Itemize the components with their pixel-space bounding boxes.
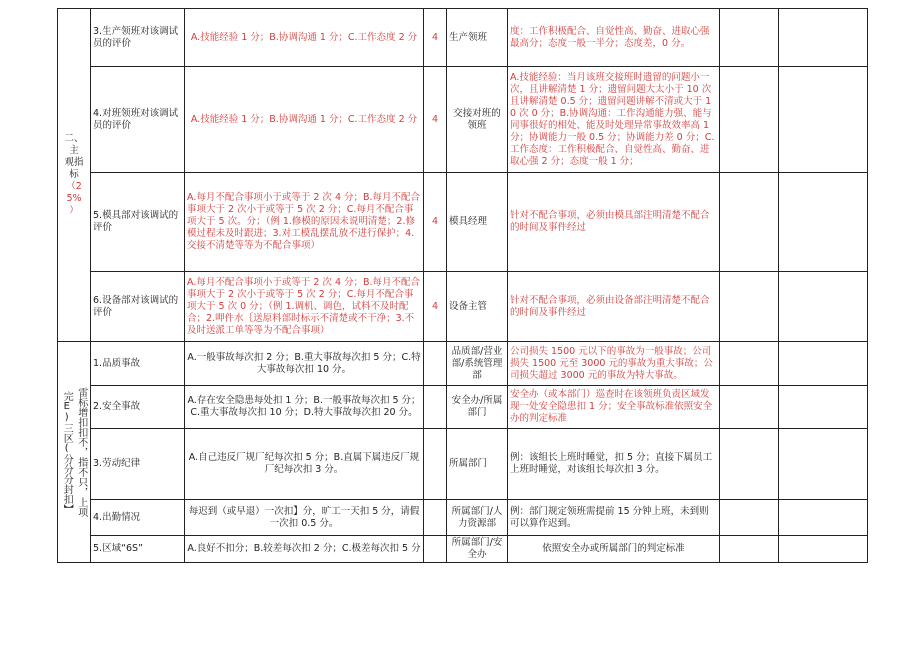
blank-cell bbox=[720, 173, 779, 272]
table-row bbox=[58, 9, 868, 67]
assessment-table bbox=[57, 8, 868, 563]
criteria-cell: A.一般事故每次扣 2 分；B.重大事故每次扣 5 分；C.特大事故每次扣 10 分。 bbox=[185, 342, 424, 386]
evaluator-cell: 设备主管 bbox=[447, 272, 508, 342]
table-row bbox=[58, 429, 868, 500]
item-cell: 4.出勤情况 bbox=[91, 500, 185, 536]
evaluator-cell: 所属部门/人力资源部 bbox=[447, 500, 508, 536]
blank-cell bbox=[720, 342, 779, 386]
blank-cell bbox=[720, 536, 779, 563]
score-cell: 4 bbox=[424, 272, 447, 342]
evaluator-cell: 品质部/营业部/系统管理部 bbox=[447, 342, 508, 386]
criteria-cell: A.每月不配合事项小于或等于 2 次 4 分；B.每月不配合事项大于 2 次小于或等于 5 次 2 分；C.每月不配合事项大于 5 次。分；（例 1.修模的原因未说明清楚；2.修模过程未及时跟进；3.对工模乱摆乱放不进行保护；4.交接不清楚等等为不配合事项） bbox=[185, 173, 424, 272]
blank-cell bbox=[779, 500, 868, 536]
blank-cell bbox=[720, 386, 779, 429]
criteria-cell: A.自己违反厂规厂纪每次扣 5 分；B.直属下属违反厂规厂纪每次扣 3 分。 bbox=[185, 429, 424, 500]
criteria-cell: A.良好不扣分；B.较差每次扣 2 分；C.极差每次扣 5 分 bbox=[185, 536, 424, 563]
note-cell: A.技能经验：当月该班交接班时遗留的问题小一次，且讲解清楚 1 分；遗留问题大太小于 10 次且讲解清楚 0.5 分；遗留问题讲解不清或大于 10 次 0 分；B.协调沟通：工作沟通能力强、能与同事很好的相处、能及时处理异常事故效率高 1 分；协调能力一般 0.5 分；协调能力差 0 分；C.工作态度：工作积极配合、自觉性高、勤奋、进取心强 2 分；态度一般 1 分； bbox=[508, 67, 720, 173]
note-cell: 安全办（或本部门）巡查时在该领班负责区域发现一处安全隐患扣 1 分；安全事故标准依照安全办的判定标准 bbox=[508, 386, 720, 429]
blank-cell bbox=[779, 272, 868, 342]
note-cell: 针对不配合事项，必须由模具部注明清楚不配合的时间及事件经过 bbox=[508, 173, 720, 272]
blank-cell bbox=[779, 9, 868, 67]
table-row bbox=[58, 67, 868, 173]
score-cell: 4 bbox=[424, 9, 447, 67]
criteria-cell: A.技能经验 1 分；B.协调沟通 1 分；C.工作态度 2 分 bbox=[185, 67, 424, 173]
blank-cell bbox=[779, 386, 868, 429]
section-label-column: 雷标增扣扣不，指不只，上项 bbox=[75, 387, 87, 517]
blank-cell bbox=[779, 173, 868, 272]
table-row bbox=[58, 536, 868, 563]
evaluator-cell: 所属部门/安全办 bbox=[447, 536, 508, 563]
blank-cell bbox=[720, 67, 779, 173]
blank-cell bbox=[779, 67, 868, 173]
blank-cell bbox=[720, 500, 779, 536]
item-cell: 5.模具部对该调试的评价 bbox=[91, 173, 185, 272]
note-cell: 度：工作积极配合、自觉性高、勤奋、进取心强最高分；态度一般一半分；态度差，0 分。 bbox=[508, 9, 720, 67]
blank-cell bbox=[720, 9, 779, 67]
criteria-cell: 每迟到（或早退）一次扣】分，旷工一天扣 5 分，请假一次扣 0.5 分。 bbox=[185, 500, 424, 536]
item-cell: 5.区域“6S” bbox=[91, 536, 185, 563]
note-cell: 公司损失 1500 元以下的事故为一般事故；公司损失 1500 元至 3000 元的事故为重大事故；公司损失超过 3000 元的事故为特大事故。 bbox=[508, 342, 720, 386]
evaluator-cell: 交接对班的领班 bbox=[447, 67, 508, 173]
score-cell bbox=[424, 342, 447, 386]
blank-cell bbox=[720, 429, 779, 500]
table-row bbox=[58, 500, 868, 536]
section-label-line: ） bbox=[69, 205, 79, 216]
table-row bbox=[58, 173, 868, 272]
score-cell bbox=[424, 500, 447, 536]
score-cell: 4 bbox=[424, 173, 447, 272]
section-label-subjective bbox=[58, 9, 91, 342]
item-cell: 3.生产领班对该调试员的评价 bbox=[91, 9, 185, 67]
table-row bbox=[58, 342, 868, 386]
note-cell: 例：部门规定领班需提前 15 分钟上班，未到则可以算作迟到。 bbox=[508, 500, 720, 536]
section-label-line: 二、主 bbox=[64, 133, 84, 156]
table-row bbox=[58, 272, 868, 342]
blank-cell bbox=[779, 429, 868, 500]
table-row bbox=[58, 386, 868, 429]
evaluator-cell: 生产领班 bbox=[447, 9, 508, 67]
blank-cell bbox=[779, 342, 868, 386]
section-label-line: 观指标 bbox=[64, 157, 84, 180]
item-cell: 6.设备部对该调试的评价 bbox=[91, 272, 185, 342]
note-cell: 依照安全办或所属部门的判定标准 bbox=[508, 536, 720, 563]
score-cell bbox=[424, 429, 447, 500]
score-cell bbox=[424, 386, 447, 429]
note-cell: 针对不配合事项，必须由设备部注明清楚不配合的时间及事件经过 bbox=[508, 272, 720, 342]
item-cell: 2.安全事故 bbox=[91, 386, 185, 429]
blank-cell bbox=[720, 272, 779, 342]
evaluator-cell: 所属部门 bbox=[447, 429, 508, 500]
section-label-column: 完E)三区(分分分封扣】 bbox=[61, 390, 73, 514]
blank-cell bbox=[779, 536, 868, 563]
score-cell: 4 bbox=[424, 67, 447, 173]
item-cell: 4.对班领班对该调试员的评价 bbox=[91, 67, 185, 173]
criteria-cell: A.技能经验 1 分；B.协调沟通 1 分；C.工作态度 2 分 bbox=[185, 9, 424, 67]
section-label-deduction bbox=[58, 342, 91, 563]
criteria-cell: A.存在安全隐患每处扣 1 分；B.一般事故每次扣 5 分；C.重大事故每次扣 10 分；D.特大事故每次扣 20 分。 bbox=[185, 386, 424, 429]
item-cell: 3.劳动纪律 bbox=[91, 429, 185, 500]
item-cell: 1.品质事故 bbox=[91, 342, 185, 386]
evaluator-cell: 安全办/所属部门 bbox=[447, 386, 508, 429]
score-cell bbox=[424, 536, 447, 563]
criteria-cell: A.每月不配合事项小于或等于 2 次 4 分；B.每月不配合事项大于 2 次小于或等于 5 次 2 分；C.每月不配合事项大于 5 次 0 分；（例 1.调机、调色，试料不及时配合；2.呷件水｛送原料部时标示不清楚或不干净；3.不及时送派工单等等为不配合事项） bbox=[185, 272, 424, 342]
section-label-line: （25% bbox=[66, 181, 82, 204]
note-cell: 例：该组长上班时睡觉，扣 5 分；直接下属员工上班时睡觉，对该组长每次扣 3 分。 bbox=[508, 429, 720, 500]
evaluator-cell: 模具经理 bbox=[447, 173, 508, 272]
